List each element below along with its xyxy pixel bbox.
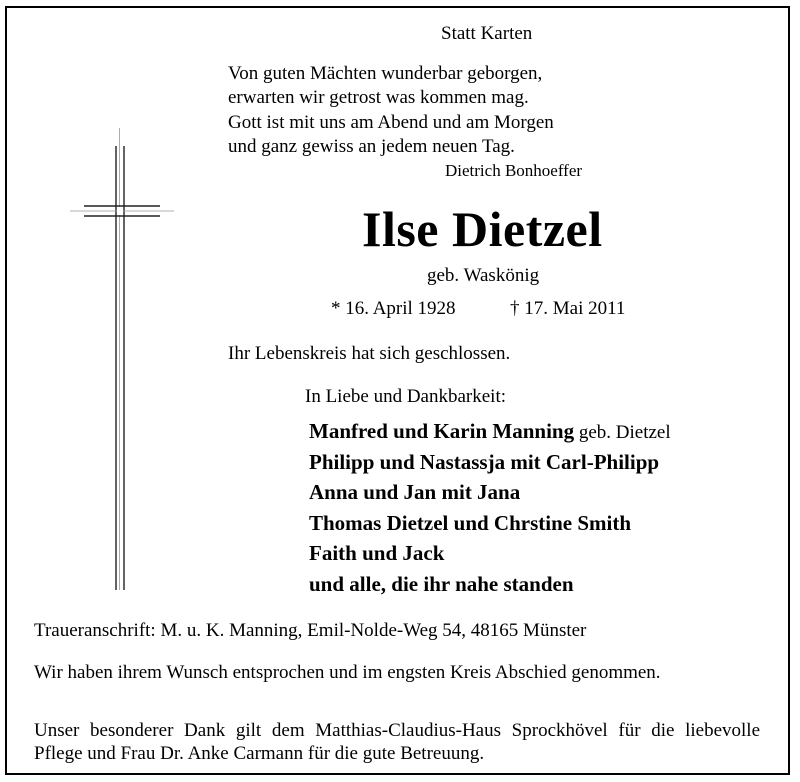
mourner-line: Thomas Dietzel und Chrstine Smith	[309, 511, 632, 535]
mourner-line: Philipp und Nastassja mit Carl-Philipp	[309, 450, 660, 474]
statement: Ihr Lebenskreis hat sich geschlossen.	[228, 343, 511, 364]
poem-line: und ganz gewiss an jedem neuen Tag.	[228, 136, 515, 157]
cross-icon	[70, 128, 174, 590]
mourning-address: Traueranschrift: M. u. K. Manning, Emil-Nolde-Weg 54, 48165 Münster	[34, 620, 587, 641]
death-date: † 17. Mai 2011	[510, 298, 626, 319]
poem-line: Gott ist mit uns am Abend und am Morgen	[228, 112, 554, 133]
mourner-line: Anna und Jan mit Jana	[309, 480, 521, 504]
birth-date: * 16. April 1928	[331, 298, 456, 319]
birth-name: geb. Waskönig	[427, 265, 540, 286]
mourner-line	[309, 416, 671, 449]
mourner-birth-name: geb. Dietzel	[574, 422, 671, 443]
footer-paragraph-2: Unser besonderer Dank gilt dem Matthias-Claudius-Haus Sprockhövel für die liebevolle Pflege und Frau Dr. Anke Carmann für die gute Betreuung.	[34, 720, 760, 764]
mourner-name: Manfred und Karin Manning	[309, 419, 575, 443]
mourner-line: Faith und Jack	[309, 541, 445, 565]
poem-author: Dietrich Bonhoeffer	[445, 161, 583, 180]
footer-paragraph-1: Wir haben ihrem Wunsch entsprochen und im engsten Kreis Abschied genommen.	[34, 662, 661, 683]
poem-line: Von guten Mächten wunderbar geborgen,	[228, 63, 543, 84]
mourners-intro: In Liebe und Dankbarkeit:	[305, 386, 507, 407]
mourner-line: und alle, die ihr nahe standen	[309, 572, 574, 596]
deceased-name: Ilse Dietzel	[362, 201, 603, 257]
poem-line: erwarten wir getrost was kommen mag.	[228, 87, 529, 108]
statt-karten: Statt Karten	[441, 23, 533, 44]
